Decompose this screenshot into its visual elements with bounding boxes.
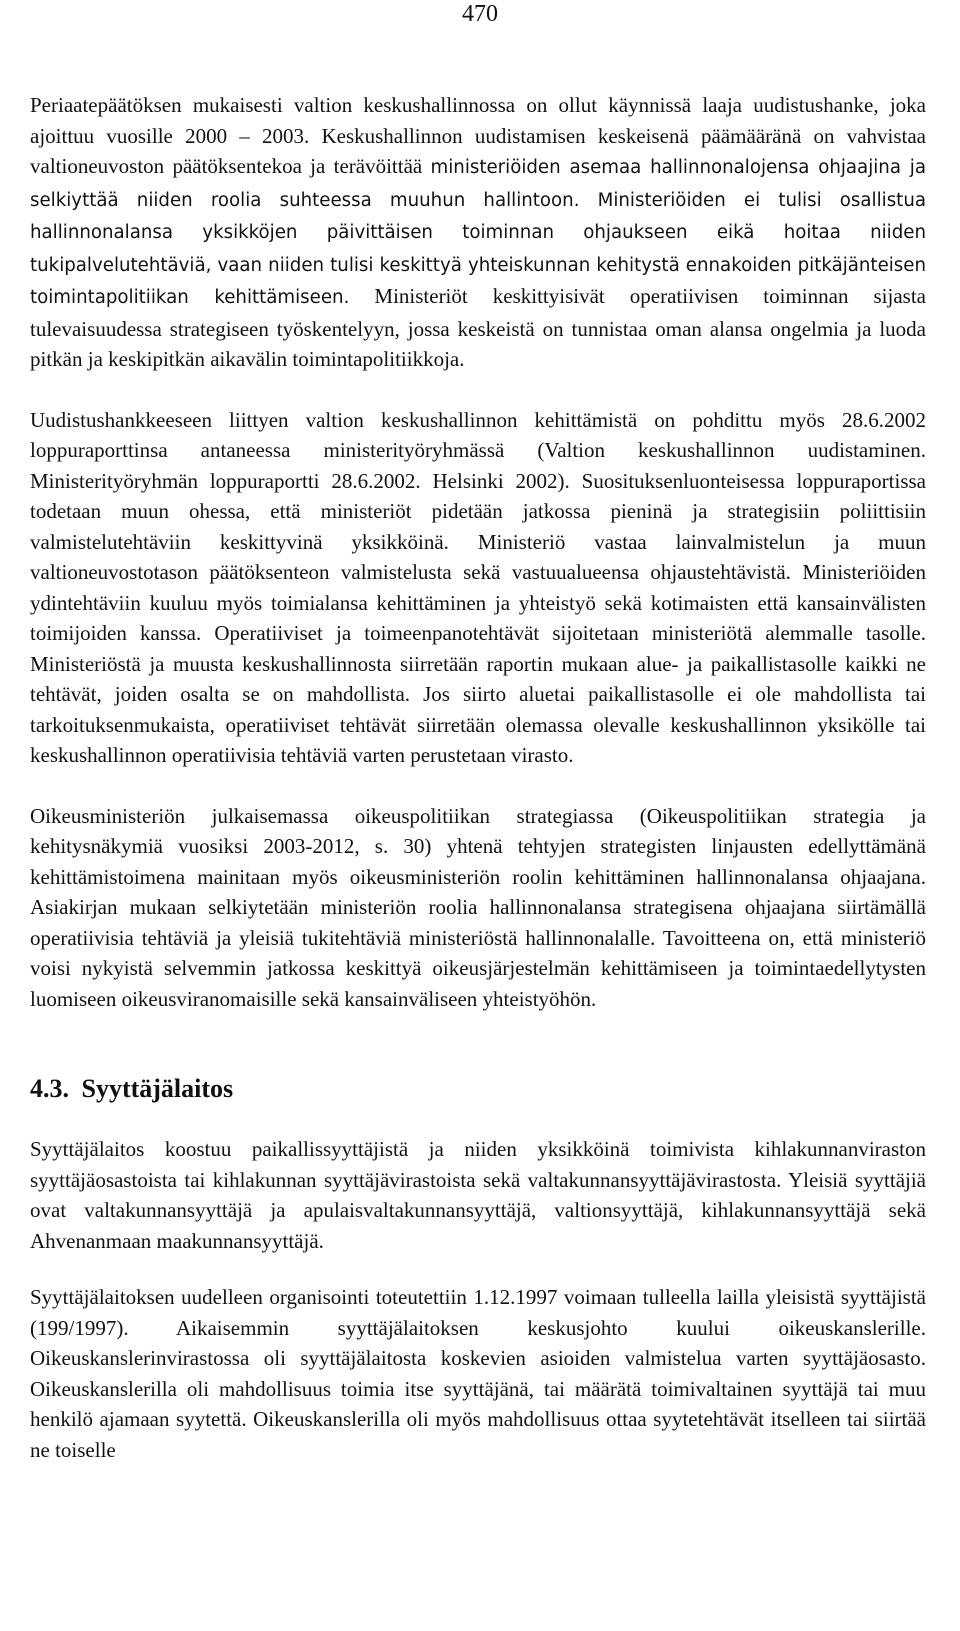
paragraph-reform-part3: Ministeriöt keskittyisivät operatiivisen toiminnan sijasta tulevaisuudessa strategiseen työskentelyyn, jossa keskeistä on tunnistaa oman alansa ongelmia ja luoda pitkän ja keskipitkän aikavälin toimintapolitiikkoja. [30, 284, 926, 371]
section-number: 4.3. [30, 1074, 69, 1103]
paragraph-reorganisation: Syyttäjälaitoksen uudelleen organisointi toteutettiin 1.12.1997 voimaan tulleella lailla yleisistä syyttäjistä (199/1997). Aikaisemmin syyttäjälaitoksen keskusjohto kuului oikeuskanslerille. Oikeuskanslerinvirastossa oli syyttäjälaitosta koskevien asioiden valmistelua varten syyttäjäosasto. Oikeuskanslerilla oli mahdollisuus toimia itse syyttäjänä, tai määrätä toimivaltainen syyttäjä tai muu henkilö ajamaan syytettä. Oikeuskanslerilla oli myös mahdollisuus ottaa syytetehtävät itselleen tai siirtää ne toiselle [30, 1285, 926, 1462]
paragraph-reform-part1: Periaatepäätöksen mukaisesti valtion keskushallinnossa on ollut käynnissä laaja uudistushanke, joka ajoittuu vuosille 2000 – 2003. Keskushallinnon uudistamisen keskeisenä päämääränä on vahvistaa valtioneuvoston päätöksentekoa ja terävöittää [30, 93, 926, 178]
section-heading [30, 1074, 926, 1104]
document-body [30, 90, 926, 1465]
paragraph-justice-strategy: Oikeusministeriön julkaisemassa oikeuspolitiikan strategiassa (Oikeuspolitiikan strategia ja kehitysnäkymiä vuosiksi 2003-2012, s. 30) yhtenä tehtyjen strategisten linjausten edellyttämänä kehittämistoimena mainitaan myös oikeusministeriön roolin kehittäminen hallinnonalansa ohjaajana. Asiakirjan mukaan selkiytetään ministeriön roolia hallinnonalansa strategisena ohjaajana siirtämällä operatiivisia tehtäviä ja yleisiä tukitehtäviä ministeriöstä hallinnonalalle. Tavoitteena on, että ministeriö voisi nykyistä selvemmin jatkossa keskittyä oikeusjärjestelmän kehittämiseen ja toimintaedellytysten luomiseen oikeusviranomaisille sekä kansainväliseen yhteistyöhön. [30, 803, 926, 1011]
paragraph-working-group: Uudistushankkeeseen liittyen valtion keskushallinnon kehittämistä on pohdittu myös 28.6.2002 loppuraporttinsa antaneessa ministerityöryhmässä (Valtion keskushallinnon uudistaminen. Ministerityöryhmän loppuraportti 28.6.2002. Helsinki 2002). Suosituksenluonteisessa loppuraportissa todetaan muun ohessa, että ministeriöt pidetään jatkossa pieninä ja strategisiin poliittisiin valmistelutehtäviin keskittyvinä yksikköinä. Ministeriö vastaa lainvalmistelun ja muun valtioneuvostotason päätöksenteon valmistelusta sekä vastuualueensa ohjaustehtävistä. Ministeriöiden ydintehtäviin kuuluu myös toimialansa kehittäminen ja yhteistyö sekä kotimaisten että kansainvälisten toimijoiden kanssa. Operatiiviset ja toimeenpanotehtävät sijoitetaan ministeriötä alemmalle tasolle. Ministeriöstä ja muusta keskushallinnosta siirretään raportin mukaan alue- ja paikallistasolle kaikki ne tehtävät, joiden osalta se on mahdollista. Jos siirto aluetai paikallistasolle ei ole mahdollista tai tarkoituksenmukaista, operatiiviset tehtävät siirretään olemassa olevalle keskushallinnon yksikölle tai keskushallinnon operatiivisia tehtäviä varten perustetaan virasto. [30, 407, 926, 767]
section-title: Syyttäjälaitos [81, 1074, 234, 1103]
paragraph-reform-part2: ministeriöiden asemaa hallinnonalojensa ohjaajina ja selkiyttää niiden roolia suhteessa muuhun hallintoon. Ministeriöiden ei tulisi osallistua hallinnonalansa yksikköjen päivittäisen toiminnan ohjaukseen eikä hoitaa niiden tukipalvelutehtäviä, vaan niiden tulisi keskittyä yhteiskunnan kehitystä ennakoiden pitkäjänteisen toimintapolitiikan kehittämiseen. [30, 157, 926, 308]
page-number: 470 [462, 1, 498, 27]
paragraph-reform [30, 90, 926, 375]
paragraph-prosecution-service: Syyttäjälaitos koostuu paikallissyyttäjistä ja niiden yksikköinä toimivista kihlakunnanviraston syyttäjäosastoista tai kihlakunnan syyttäjävirastoista sekä valtakunnansyyttäjävirastosta. Yleisiä syyttäjiä ovat valtakunnansyyttäjä ja apulaisvaltakunnansyyttäjä, valtionsyyttäjä, kihlakunnansyyttäjä sekä Ahvenanmaan maakunnansyyttäjä. [30, 1137, 926, 1253]
